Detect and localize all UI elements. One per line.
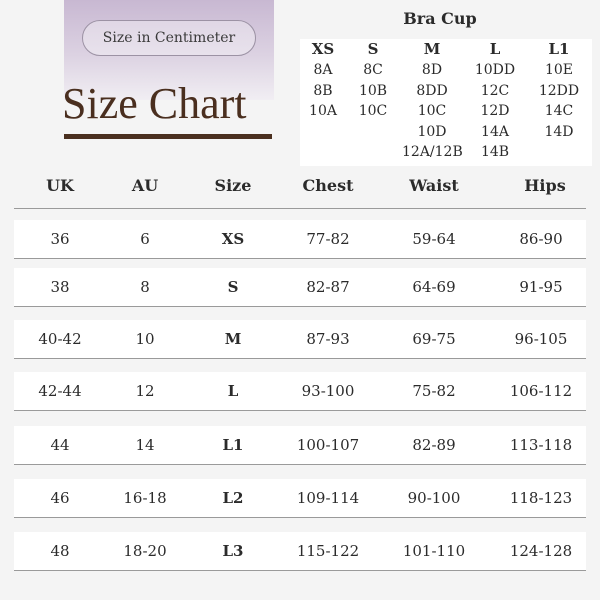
- bra-cup-item: 12C: [480, 82, 510, 99]
- column-header-hips: Hips: [524, 176, 566, 195]
- bra-cup-item: 8B: [313, 82, 333, 99]
- bra-cup-item: 10E: [544, 62, 574, 78]
- cell-au: 10: [135, 330, 155, 348]
- header-divider: [14, 208, 586, 209]
- cell-uk: 42-44: [38, 382, 82, 400]
- bra-cup-item: 14C: [544, 103, 574, 119]
- cell-uk: 46: [50, 489, 70, 507]
- bra-cup-column: [466, 39, 524, 163]
- bra-cup-column-header: L: [489, 40, 501, 58]
- cell-waist: 82-89: [412, 436, 456, 454]
- cell-waist: 59-64: [412, 230, 456, 248]
- bra-cup-item: 8A: [313, 62, 333, 78]
- cell-uk: 36: [50, 230, 70, 248]
- bra-cup-item: 8C: [363, 62, 383, 78]
- bra-cup-item: 14A: [481, 123, 509, 140]
- bra-cup-column: [344, 39, 402, 122]
- cell-chest: 115-122: [296, 542, 360, 560]
- bra-cup-item: 12D: [480, 103, 510, 119]
- cell-hips: 118-123: [509, 489, 573, 507]
- cell-hips: 91-95: [519, 278, 563, 296]
- bra-cup-item: 10DD: [474, 62, 516, 78]
- bra-cup-column: [402, 39, 462, 163]
- bra-cup-item: 10A: [309, 103, 337, 119]
- table-row: [14, 320, 586, 359]
- title-underline: [64, 134, 272, 139]
- cell-hips: 96-105: [514, 330, 568, 348]
- table-row: [14, 372, 586, 411]
- cell-hips: 124-128: [509, 542, 573, 560]
- column-header-size: Size: [214, 176, 252, 195]
- table-row: [14, 479, 586, 518]
- cell-uk: 44: [50, 436, 70, 454]
- cell-au: 18-20: [123, 542, 167, 560]
- cell-au: 6: [140, 230, 150, 248]
- bra-cup-column-header: M: [423, 40, 441, 58]
- cell-size: XS: [221, 230, 245, 248]
- cell-au: 12: [135, 382, 155, 400]
- column-header-waist: Waist: [409, 176, 459, 195]
- cell-au: 14: [135, 436, 155, 454]
- size-table-header: [14, 176, 586, 198]
- cell-waist: 64-69: [412, 278, 456, 296]
- cell-uk: 38: [50, 278, 70, 296]
- cell-au: 8: [140, 278, 150, 296]
- units-pill: [82, 20, 256, 56]
- cell-chest: 109-114: [296, 489, 360, 507]
- table-row: [14, 532, 586, 571]
- cell-size: S: [227, 278, 239, 296]
- cell-waist: 69-75: [412, 330, 456, 348]
- column-header-au: AU: [131, 176, 159, 195]
- cell-chest: 93-100: [301, 382, 355, 400]
- cell-chest: 100-107: [296, 436, 360, 454]
- bra-cup-column-header: L1: [548, 40, 570, 58]
- bra-cup-title: Bra Cup: [403, 9, 477, 28]
- bra-cup-item: 10D: [417, 123, 447, 140]
- cell-hips: 106-112: [509, 382, 573, 400]
- table-row: [14, 220, 586, 259]
- bra-cup-item: 10C: [358, 103, 388, 119]
- bra-cup-item: 10B: [358, 82, 388, 99]
- cell-size: L2: [222, 489, 244, 507]
- bra-cup-column-header: S: [367, 40, 379, 58]
- cell-uk: 40-42: [38, 330, 82, 348]
- bra-cup-item: 12DD: [538, 82, 580, 99]
- cell-au: 16-18: [123, 489, 167, 507]
- column-header-chest: Chest: [302, 176, 354, 195]
- column-header-uk: UK: [46, 176, 74, 195]
- cell-size: L1: [222, 436, 244, 454]
- cell-waist: 90-100: [407, 489, 461, 507]
- cell-chest: 77-82: [306, 230, 350, 248]
- bra-cup-item: 14B: [480, 144, 510, 160]
- cell-hips: 113-118: [509, 436, 573, 454]
- cell-waist: 75-82: [412, 382, 456, 400]
- cell-chest: 87-93: [306, 330, 350, 348]
- bra-cup-item: 14D: [544, 123, 574, 140]
- bra-cup-item: 10C: [417, 103, 447, 119]
- units-pill-label: Size in Centimeter: [102, 30, 236, 46]
- bra-cup-table: [300, 39, 592, 166]
- page-title: Size Chart: [62, 79, 247, 128]
- bra-cup-item: 12A/12B: [402, 144, 463, 160]
- cell-chest: 82-87: [306, 278, 350, 296]
- table-row: [14, 268, 586, 307]
- bra-cup-item: 8DD: [416, 82, 448, 99]
- bra-cup-column: [530, 39, 588, 142]
- bra-cup-item: 8D: [421, 62, 443, 78]
- cell-uk: 48: [50, 542, 70, 560]
- cell-waist: 101-110: [402, 542, 466, 560]
- cell-size: L3: [222, 542, 244, 560]
- table-row: [14, 426, 586, 465]
- cell-size: M: [224, 330, 242, 348]
- cell-size: L: [227, 382, 239, 400]
- bra-cup-column-header: XS: [311, 40, 335, 58]
- cell-hips: 86-90: [519, 230, 563, 248]
